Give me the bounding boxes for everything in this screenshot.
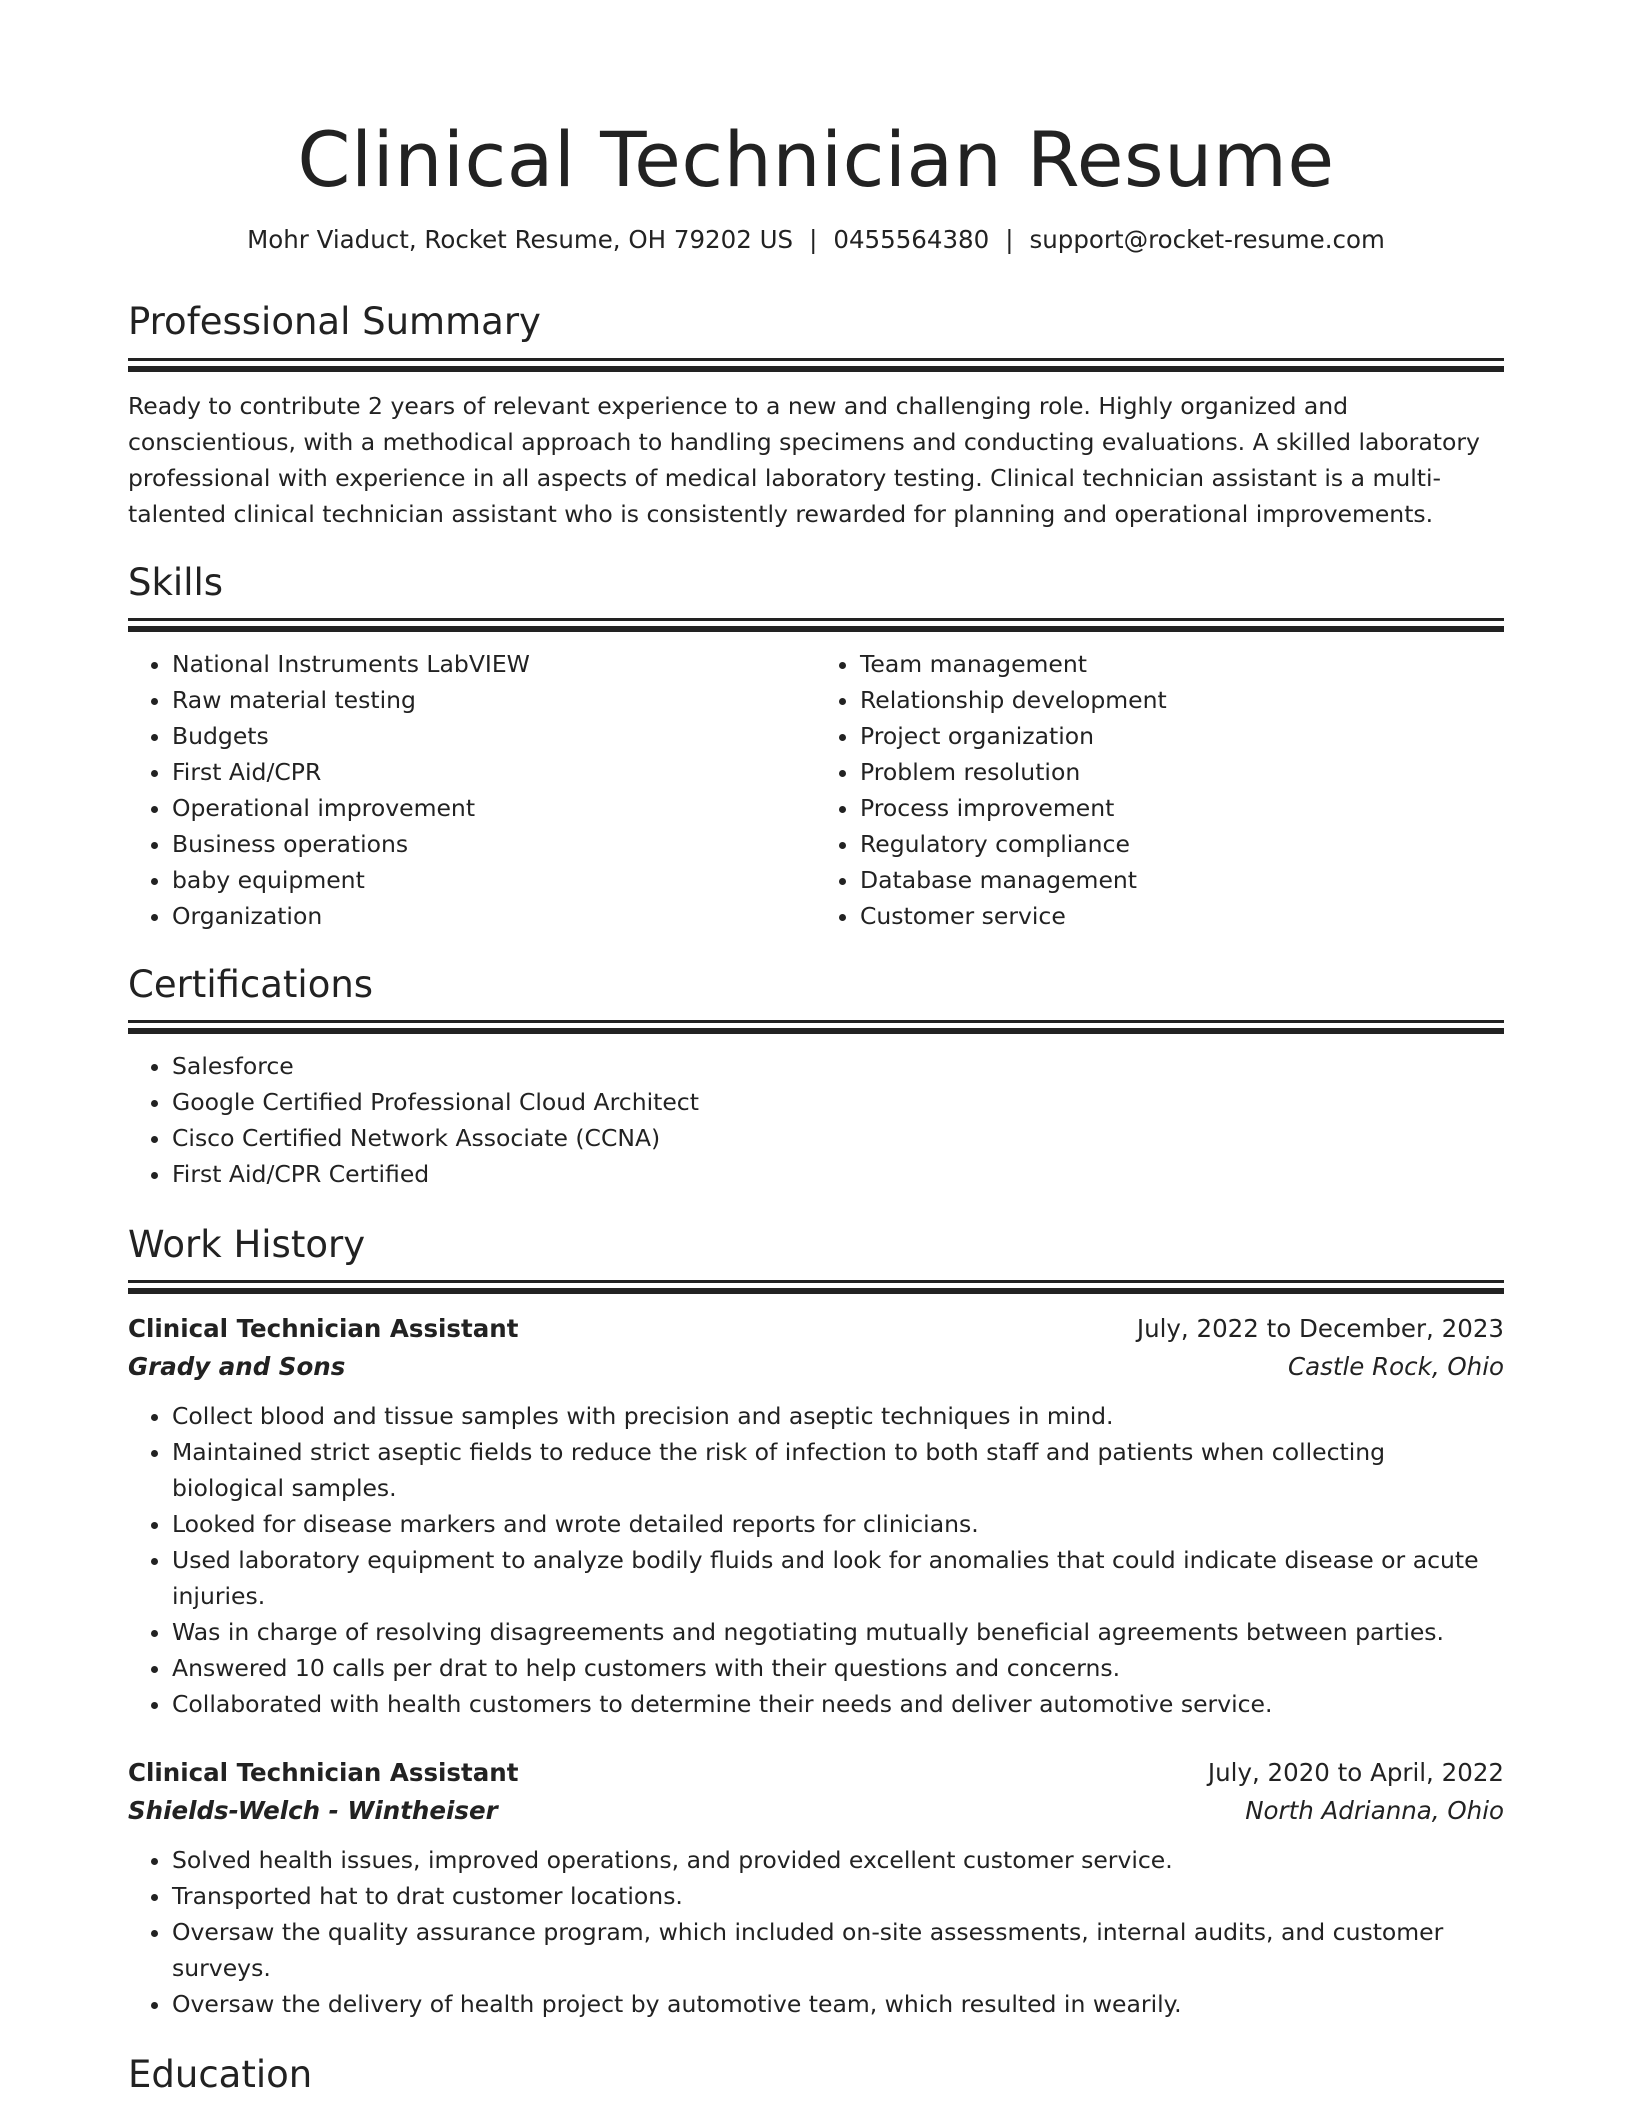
skill-item: • National Instruments LabVIEW: [172, 646, 816, 682]
job-company: Shields-Welch - Wintheiser: [128, 1796, 498, 1826]
job-duty: • Collect blood and tissue samples with precision and aseptic techniques in mind.: [172, 1398, 1504, 1434]
job-duties-list: [128, 1398, 1504, 1722]
section-divider-thick: [128, 1028, 1504, 1034]
skill-item: • Process improvement: [860, 790, 1504, 826]
skill-item: • Team management: [860, 646, 1504, 682]
skills-list-left: [128, 646, 816, 934]
section-heading-skills: Skills: [128, 560, 224, 604]
resume-title: Clinical Technician Resume: [297, 115, 1335, 204]
job-duty: • Oversaw the delivery of health project by automotive team, which resulted in wearily.: [172, 1986, 1504, 2022]
skill-item: • Problem resolution: [860, 754, 1504, 790]
education-section: [128, 2052, 1504, 2098]
certification-item: • Cisco Certified Network Associate (CCNA): [172, 1120, 1504, 1156]
skill-item: • Relationship development: [860, 682, 1504, 718]
contact-phone: 0455564380: [833, 224, 990, 254]
job-header-row: [128, 1754, 1504, 1792]
job-company-row: [128, 1792, 1504, 1830]
section-divider-thick: [128, 1288, 1504, 1294]
section-divider: [128, 1280, 1504, 1283]
skills-grid: [128, 632, 1504, 934]
section-divider: [128, 358, 1504, 361]
skill-item: • First Aid/CPR: [172, 754, 816, 790]
certification-item: • Google Certified Professional Cloud Architect: [172, 1084, 1504, 1120]
job-dates: July, 2022 to December, 2023: [1136, 1314, 1504, 1344]
job-header-row: [128, 1310, 1504, 1348]
skills-list-right: [816, 646, 1504, 934]
certification-item: • Salesforce: [172, 1048, 1504, 1084]
work-history-section: [128, 1222, 1504, 2022]
section-divider-thick: [128, 366, 1504, 372]
skill-item: • baby equipment: [172, 862, 816, 898]
certification-item: • First Aid/CPR Certified: [172, 1156, 1504, 1192]
skill-item: • Customer service: [860, 898, 1504, 934]
skill-item: • Regulatory compliance: [860, 826, 1504, 862]
contact-line: [128, 224, 1504, 256]
skill-item: • Operational improvement: [172, 790, 816, 826]
section-divider: [128, 618, 1504, 621]
section-heading-summary: Professional Summary: [128, 300, 541, 344]
job-location: Castle Rock, Ohio: [1287, 1352, 1504, 1382]
job-location: North Adrianna, Ohio: [1245, 1796, 1504, 1826]
job-duty: • Looked for disease markers and wrote detailed reports for clinicians.: [172, 1506, 1504, 1542]
skill-item: • Budgets: [172, 718, 816, 754]
contact-separator: |: [1005, 224, 1014, 254]
section-heading-work-history: Work History: [128, 1223, 366, 1267]
job-entry: [128, 1754, 1504, 2022]
job-duty: • Was in charge of resolving disagreements and negotiating mutually beneficial agreements between parties.: [172, 1614, 1504, 1650]
job-duty: • Used laboratory equipment to analyze bodily fluids and look for anomalies that could indicate disease or acute injuries.: [172, 1542, 1504, 1614]
job-duty: • Collaborated with health customers to determine their needs and deliver automotive service.: [172, 1686, 1504, 1722]
job-duty: • Answered 10 calls per drat to help customers with their questions and concerns.: [172, 1650, 1504, 1686]
job-title: Clinical Technician Assistant: [128, 1758, 519, 1788]
contact-separator: |: [809, 224, 818, 254]
skill-item: • Organization: [172, 898, 816, 934]
contact-address: Mohr Viaduct, Rocket Resume, OH 79202 US: [247, 224, 794, 254]
skill-item: • Project organization: [860, 718, 1504, 754]
certifications-section: [128, 962, 1504, 1192]
skills-section: [128, 560, 1504, 934]
job-duty: • Transported hat to drat customer locations.: [172, 1878, 1504, 1914]
section-divider: [128, 1020, 1504, 1023]
summary-section: [128, 299, 1504, 531]
contact-email: support@rocket-resume.com: [1029, 224, 1385, 254]
job-duty: • Maintained strict aseptic fields to reduce the risk of infection to both staff and patients when collecting biological samples.: [172, 1434, 1504, 1506]
section-heading-education: Education: [128, 2053, 313, 2097]
job-duty: • Oversaw the quality assurance program, which included on-site assessments, internal audits, and customer surveys.: [172, 1914, 1504, 1986]
skill-item: • Database management: [860, 862, 1504, 898]
job-duties-list: [128, 1842, 1504, 2022]
job-title: Clinical Technician Assistant: [128, 1314, 519, 1344]
job-duty: • Solved health issues, improved operations, and provided excellent customer service.: [172, 1842, 1504, 1878]
job-dates: July, 2020 to April, 2022: [1207, 1758, 1504, 1788]
certifications-list: [128, 1048, 1504, 1192]
skill-item: • Business operations: [172, 826, 816, 862]
section-heading-certifications: Certifications: [128, 962, 374, 1006]
job-company-row: [128, 1348, 1504, 1386]
skill-item: • Raw material testing: [172, 682, 816, 718]
job-company: Grady and Sons: [128, 1352, 346, 1382]
job-entry: [128, 1310, 1504, 1722]
summary-text: Ready to contribute 2 years of relevant experience to a new and challenging role. Highly organized and conscientious, with a methodical approach to handling specimens and conducting evaluations. A skilled laboratory professional with experience in all aspects of medical laboratory testing. Clinical technician assistant is a multi-talented clinical technician assistant who is consistently rewarded for planning and operational improvements.: [128, 391, 1480, 528]
